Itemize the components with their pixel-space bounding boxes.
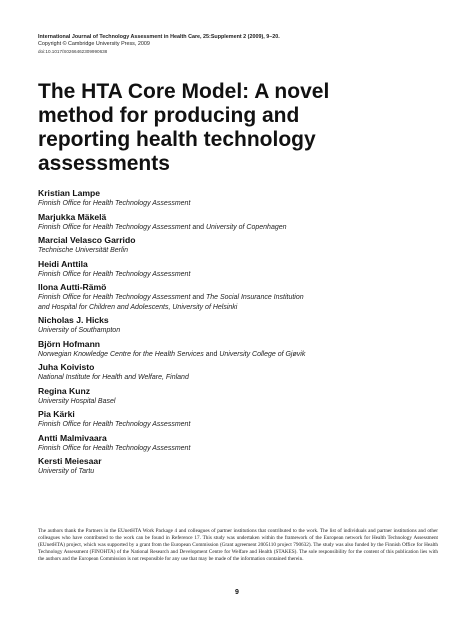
author-affiliation (38, 397, 438, 407)
author-name: Pia Kärki (38, 409, 75, 419)
acknowledgement-footnote: The authors thank the Partners in the EUnetHTA Work Package 4 and colleagues of partner institutions that contributed to the work. The list of individuals and partner institutions and other colleagues who have contributed to the work can be found in Reference 17. This study was undertaken within the framework of the European network for Health Technology Assessment (EUnetHTA) project, which was supported by a grant from the European Commission (Grant agreement 2005110 project 790632). The study was also funded by the Finnish Office for Health Technology Assessment (FINOHTA) of the National Research and Development Centre for Welfare and Health (STAKES). The sole responsibility for the content of this publication lies with the authors and the European Commission is not responsible for any use that may be made of the information contained therein. (38, 528, 438, 562)
author-name: Kristian Lampe (38, 188, 101, 198)
author-affiliation (38, 246, 438, 256)
author-affiliation (38, 199, 438, 209)
affiliation-primary: Finnish Office for Health Technology Assessment (38, 421, 191, 428)
author-affiliation (38, 326, 438, 336)
affiliation-conjunction: and (190, 294, 206, 301)
author-affiliation (38, 420, 438, 430)
author-entry (38, 409, 438, 430)
author-name: Kersti Meiesaar (38, 456, 102, 466)
affiliation-primary: Finnish Office for Health Technology Assessment (38, 294, 191, 301)
affiliation-primary: Finnish Office for Health Technology Assessment (38, 200, 191, 207)
author-entry (38, 212, 438, 233)
author-name: Nicholas J. Hicks (38, 315, 109, 325)
author-affiliation (38, 293, 438, 303)
affiliation-continued: and Hospital for Children and Adolescents, University of Helsinki (38, 303, 238, 311)
author-name: Marjukka Mäkelä (38, 211, 107, 222)
author-name: Heidi Anttila (38, 258, 88, 269)
author-entry (38, 282, 438, 312)
affiliation-primary: Finnish Office for Health Technology Assessment (38, 223, 191, 231)
author-name: Regina Kunz (38, 385, 91, 396)
doi-line: doi:10.1017/S0266462309990638 (38, 49, 108, 54)
affiliation-primary: University Hospital Basel (38, 397, 116, 405)
author-list (38, 188, 438, 480)
author-name: Antti Malmivaara (38, 432, 107, 443)
author-affiliation (38, 373, 438, 383)
author-entry (38, 456, 438, 477)
author-entry (38, 259, 438, 280)
author-affiliation (38, 444, 438, 454)
page-number: 9 (235, 589, 239, 596)
author-entry (38, 362, 438, 383)
affiliation-secondary: The Social Insurance Institution (205, 294, 304, 301)
affiliation-primary: Finnish Office for Health Technology Assessment (38, 444, 191, 452)
article-title: The HTA Core Model: A novel method for producing and reporting health technology assessments (38, 80, 330, 175)
author-entry (38, 188, 438, 209)
author-affiliation (38, 467, 438, 477)
affiliation-primary: Finnish Office for Health Technology Assessment (38, 270, 191, 278)
author-entry (38, 339, 438, 360)
author-affiliation (38, 270, 438, 280)
author-entry (38, 433, 438, 454)
affiliation-primary: Norwegian Knowledge Centre for the Health Services (38, 350, 204, 358)
author-name: Juha Koivisto (38, 362, 95, 372)
author-name: Björn Hofmann (38, 338, 101, 349)
author-entry (38, 315, 438, 336)
author-entry (38, 235, 438, 256)
author-name: Ilona Autti-Rämö (38, 282, 107, 292)
affiliation-primary: University of Southampton (38, 327, 121, 334)
affiliation-primary: University of Tartu (38, 468, 95, 475)
affiliation-secondary: University College of Gjøvik (219, 350, 306, 358)
journal-citation: International Journal of Technology Assessment in Health Care, 25:Supplement 2 (2009), 9–20. (38, 34, 280, 40)
author-name: Marcial Velasco Garrido (38, 235, 136, 245)
journal-header (38, 34, 438, 55)
author-entry (38, 386, 438, 407)
copyright-line: Copyright © Cambridge University Press, 2009 (38, 41, 150, 47)
affiliation-conjunction: and (203, 350, 220, 358)
author-affiliation (38, 350, 438, 360)
affiliation-conjunction: and (190, 223, 206, 231)
affiliation-primary: National Institute for Health and Welfare, Finland (38, 374, 189, 381)
affiliation-primary: Technische Universität Berlin (38, 247, 129, 254)
author-affiliation (38, 223, 438, 233)
affiliation-secondary: University of Copenhagen (205, 223, 287, 231)
